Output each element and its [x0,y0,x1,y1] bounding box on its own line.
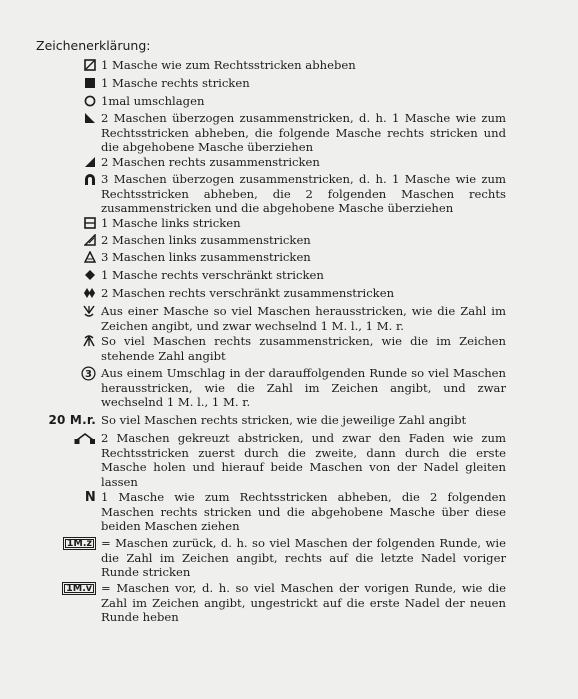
entry-text: 1 Masche links stricken [101,216,241,230]
entry-text: = Maschen vor, d. h. so viel Maschen der vorigen Runde, wie die Zahl im Zeichen angibt, ungestrickt auf die erste Nadel der neuen Runde heben [101,581,506,625]
entry-text: 2 Maschen links zusammenstricken [101,233,311,247]
circled-three-icon [40,366,96,380]
filled-square-icon [40,76,96,90]
entry-text: 2 Maschen überzogen zusammenstricken, d. h. 1 Masche wie zum Rechtsstricken abheben, die folgende Masche rechts stricken und die abgehobene Masche überziehen [101,111,506,155]
circled-three-glyph: 3 [85,368,92,380]
entry-text: 3 Maschen überzogen zusammenstricken, d. h. 1 Masche wie zum Rechtsstricken abheben, die 2 folgenden Maschen rechts zusammenstricken und die abgehobene Masche überziehen [101,172,506,216]
outline-triangle-up-icon [40,250,96,264]
filled-triangle-right-icon [40,155,96,169]
n-icon [40,490,96,504]
entry-text: So viel Maschen rechts zusammenstricken, wie die im Zeichen stehende Zahl angibt [101,334,506,363]
double-diamond-icon [40,286,96,300]
cross-icon [40,431,96,445]
entry-text: 1 Masche rechts stricken [101,76,250,90]
entry-text: So viel Maschen rechts stricken, wie die jeweilige Zahl angibt [101,413,467,427]
entry-text: Aus einer Masche so viel Maschen herausstricken, wie die Zahl im Zeichen angibt, und zwar wechselnd 1 M. l., 1 M. r. [101,304,506,333]
increase-fan-icon [40,304,96,318]
box-with-line-icon [40,216,96,230]
boxed-label-icon [40,536,96,550]
entry-text: = Maschen zurück, d. h. so viel Maschen der folgenden Runde, wie die Zahl im Zeichen angibt, rechts auf die letzte Nadel voriger Runde stricken [101,536,506,580]
entry-text: 1 Masche wie zum Rechtsstricken abheben [101,58,356,72]
entry-text: 1 Masche wie zum Rechtsstricken abheben, die 2 folgenden Maschen rechts stricken und die abgehobene Masche über diese beiden Maschen ziehen [101,490,506,534]
entry-text: 1mal umschlagen [101,94,205,108]
boxed-label: 1M.v [62,582,96,595]
diamond-icon [40,268,96,282]
slash-box-icon [40,58,96,72]
filled-triangle-left-icon [40,111,96,125]
boxed-label-icon [40,581,96,595]
entry-text: 1 Masche rechts verschränkt stricken [101,268,324,282]
entry-text: 2 Maschen rechts zusammenstricken [101,155,320,169]
n-glyph: N [84,489,96,505]
count-label-icon [40,413,96,427]
entry-text: 2 Maschen gekreuzt abstricken, und zwar den Faden wie zum Rechtsstricken zuerst durch die zweite, dann durch die erste Masche holen und hierauf beide Maschen von der Nadel gleiten lassen [101,431,506,489]
decrease-fan-icon [40,334,96,348]
legend-heading: Zeichenerklärung: [36,38,151,53]
circle-icon [40,94,96,108]
entry-text: Aus einem Umschlag in der darauffolgenden Runde so viel Maschen herausstricken, wie die Zahl im Zeichen angibt, und zwar wechselnd 1 M. l., 1 M. r. [101,366,506,410]
outline-triangle-right-icon [40,233,96,247]
entry-text: 3 Maschen links zusammenstricken [101,250,311,264]
boxed-label: 1M.z [63,537,96,550]
count-label: 20 M.r. [48,413,96,427]
entry-text: 2 Maschen rechts verschränkt zusammenstricken [101,286,395,300]
arch-icon [40,172,96,186]
